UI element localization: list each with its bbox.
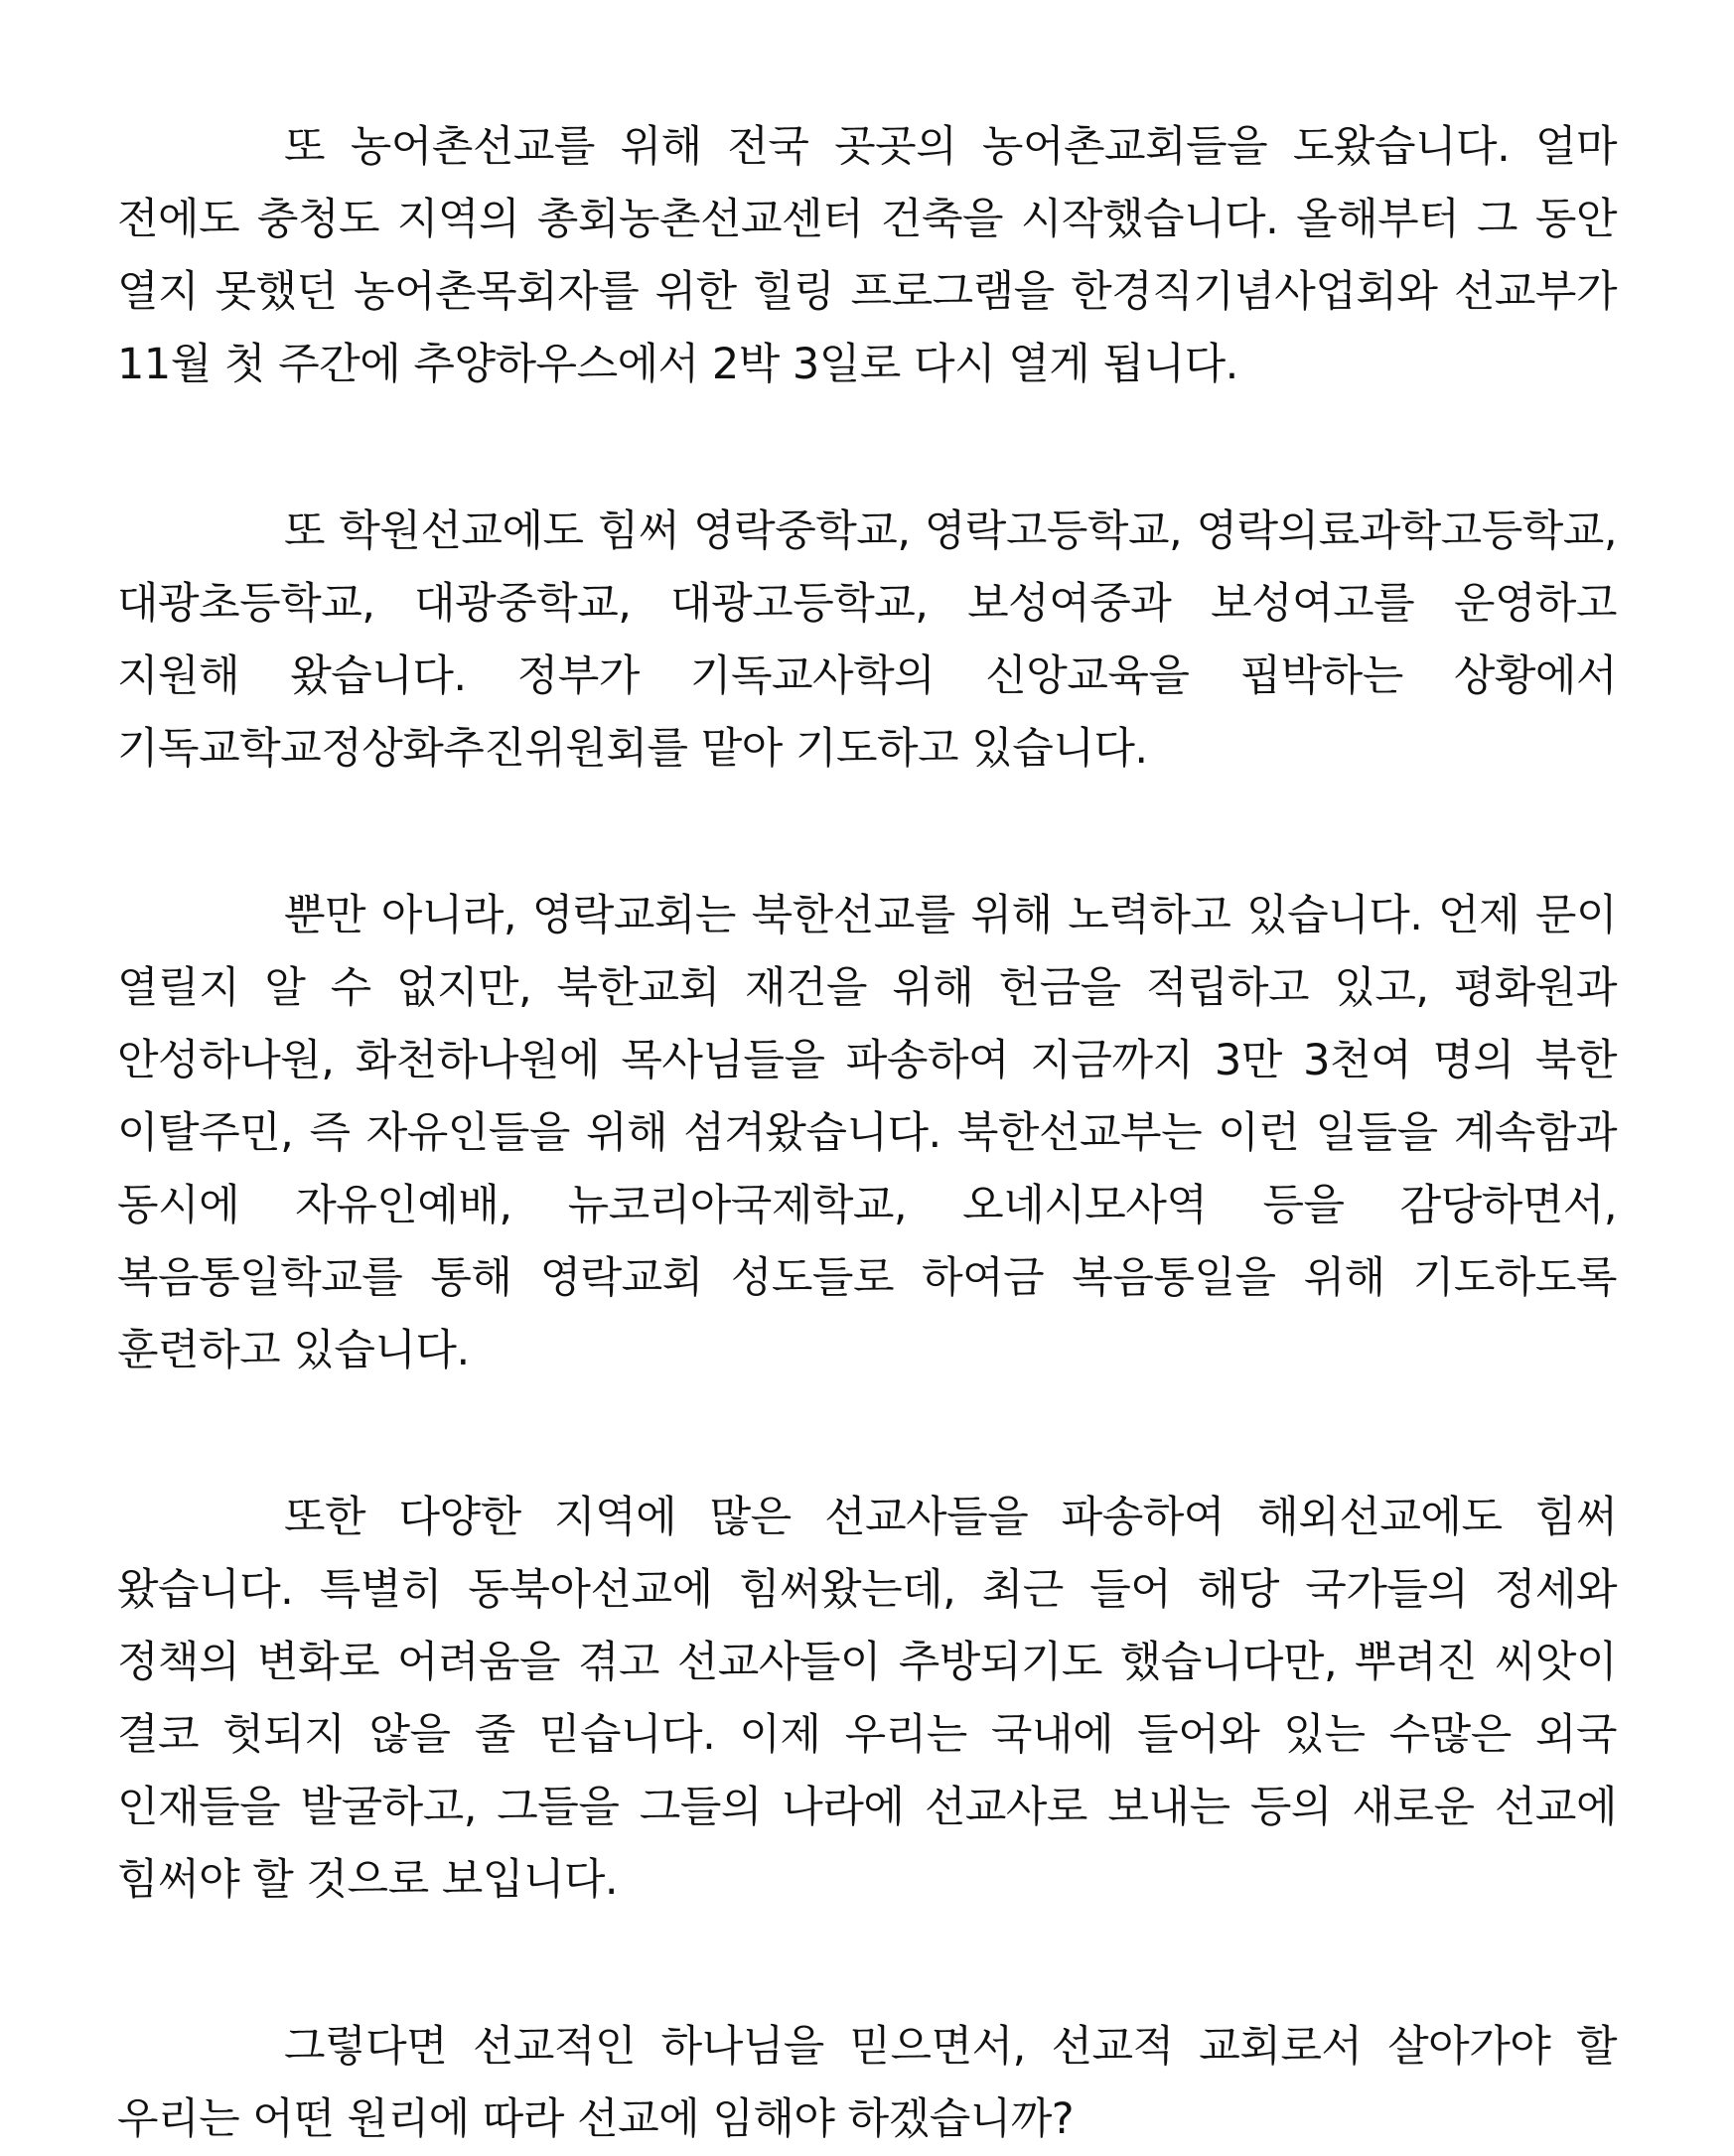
paragraph-overseas-mission: 또한 다양한 지역에 많은 선교사들을 파송하여 해외선교에도 힘써 왔습니다. 특별히 동북아선교에 힘써왔는데, 최근 들어 해당 국가들의 정세와 정책의 변화로 어려움을 겪고 선교사들이 추방되기도 했습니다만, 뿌려진 씨앗이 결코 헛되지 않을 줄 믿습니다. 이제 우리는 국내에 들어와 있는 수많은 외국 인재들을 발굴하고, 그들을 그들의 나라에 선교사로 보내는 등의 새로운 선교에 힘써야 할 것으로 보입니다. xyxy=(117,1493,1617,1905)
paragraph-school-mission: 또 학원선교에도 힘써 영락중학교, 영락고등학교, 영락의료과학고등학교, 대광초등학교, 대광중학교, 대광고등학교, 보성여중과 보성여고를 운영하고 지원해 왔습니다. 정부가 기독교사학의 신앙교육을 핍박하는 상황에서 기독교학교정상화추진위원회를 맡아 기도하고 있습니다. xyxy=(117,506,1617,774)
paragraph-rural-mission: 또 농어촌선교를 위해 전국 곳곳의 농어촌교회들을 도왔습니다. 얼마 전에도 충청도 지역의 총회농촌선교센터 건축을 시작했습니다. 올해부터 그 동안 열지 못했던 농어촌목회자를 위한 힐링 프로그램을 한경직기념사업회와 선교부가 11월 첫 주간에 추양하우스에서 2박 3일로 다시 열게 됩니다. xyxy=(117,122,1617,389)
document-body xyxy=(117,111,1617,2156)
paragraph-closing-question: 그렇다면 선교적인 하나님을 믿으면서, 선교적 교회로서 살아가야 할 우리는 어떤 원리에 따라 선교에 임해야 하겠습니까? xyxy=(117,2022,1617,2144)
paragraph-north-korea-mission: 뿐만 아니라, 영락교회는 북한선교를 위해 노력하고 있습니다. 언제 문이 열릴지 알 수 없지만, 북한교회 재건을 위해 헌금을 적립하고 있고, 평화원과 안성하나원, 화천하나원에 목사님들을 파송하여 지금까지 3만 3천여 명의 북한 이탈주민, 즉 자유인들을 위해 섬겨왔습니다. 북한선교부는 이런 일들을 계속함과 동시에 자유인예배, 뉴코리아국제학교, 오네시모사역 등을 감당하면서, 복음통일학교를 통해 영락교회 성도들로 하여금 복음통일을 위해 기도하도록 훈련하고 있습니다. xyxy=(117,891,1617,1375)
